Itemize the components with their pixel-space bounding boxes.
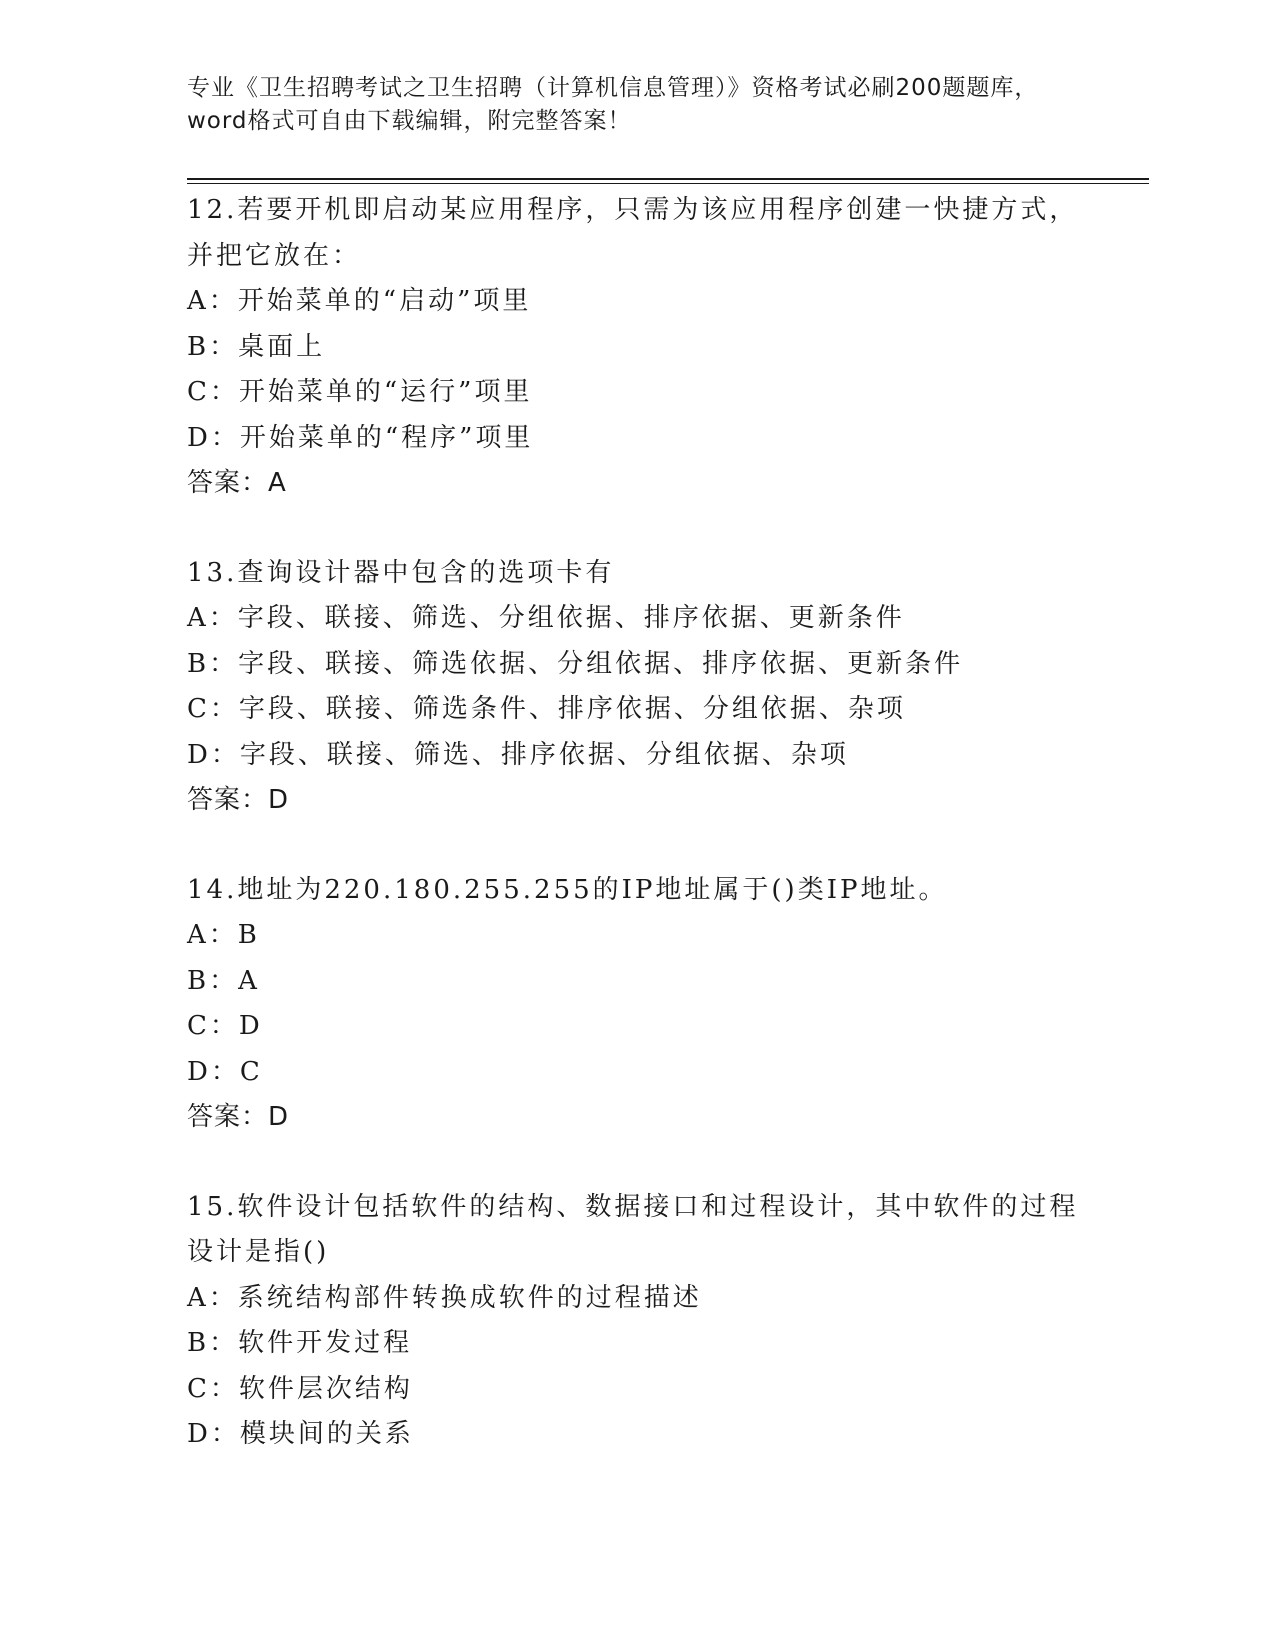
question-stem: 13.查询设计器中包含的选项卡有 <box>187 557 615 588</box>
option-c: C：开始菜单的“运行”项里 <box>187 377 533 407</box>
option-a: A：开始菜单的“启动”项里 <box>187 286 532 316</box>
option-d: D：开始菜单的“程序”项里 <box>187 422 534 453</box>
option-b: B：软件开发过程 <box>187 1328 413 1358</box>
question-stem: 15.软件设计包括软件的结构、数据接口和过程设计，其中软件的过程 <box>187 1191 1079 1222</box>
option-a: A：B <box>187 920 260 950</box>
option-d: D：字段、联接、筛选、排序依据、分组依据、杂项 <box>187 739 849 770</box>
question-13 <box>187 551 1087 824</box>
option-d: D：C <box>187 1056 263 1087</box>
option-b: B：字段、联接、筛选依据、分组依据、排序依据、更新条件 <box>187 648 964 679</box>
option-a: A：系统结构部件转换成软件的过程描述 <box>187 1282 702 1313</box>
option-b: B：桌面上 <box>187 331 326 362</box>
question-15 <box>187 1185 1087 1458</box>
option-c: C：D <box>187 1011 263 1041</box>
answer-line: 答案：A <box>187 468 287 498</box>
answer-line: 答案：D <box>187 785 290 815</box>
question-stem: 12.若要开机即启动某应用程序，只需为该应用程序创建一快捷方式， <box>187 195 1079 225</box>
question-stem: 14.地址为220.180.255.255的IP地址属于()类IP地址。 <box>187 874 948 905</box>
option-b: B：A <box>187 965 260 996</box>
option-a: A：字段、联接、筛选、分组依据、排序依据、更新条件 <box>187 603 905 633</box>
answer-line: 答案：D <box>187 1102 290 1132</box>
question-stem: 并把它放在： <box>187 240 362 271</box>
document-header <box>187 72 1087 138</box>
question-14 <box>187 868 1087 1141</box>
option-c: C：软件层次结构 <box>187 1373 413 1404</box>
option-c: C：字段、联接、筛选条件、排序依据、分组依据、杂项 <box>187 694 906 724</box>
header-divider <box>187 178 1149 184</box>
question-stem: 设计是指() <box>187 1237 330 1267</box>
question-12 <box>187 188 1087 507</box>
header-line-2: word格式可自由下载编辑，附完整答案！ <box>187 108 632 134</box>
option-d: D：模块间的关系 <box>187 1419 414 1449</box>
question-list <box>187 188 1087 1502</box>
header-line-1: 专业《卫生招聘考试之卫生招聘（计算机信息管理）》资格考试必刷200题题库， <box>187 75 1039 101</box>
